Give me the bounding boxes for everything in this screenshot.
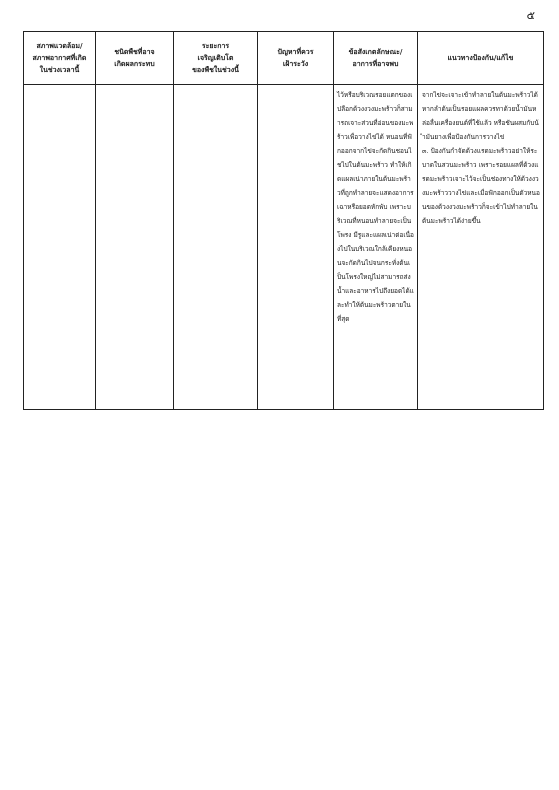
header-growth-stage: ระยะการ เจริญเติบโต ของพืชในช่วงนี้ xyxy=(174,32,258,85)
header-problems: ปัญหาที่ควร เฝ้าระวัง xyxy=(258,32,334,85)
pest-monitoring-table xyxy=(23,31,544,410)
cell-environment xyxy=(24,85,96,410)
page-number: ๕ xyxy=(526,9,535,22)
header-prevention: แนวทางป้องกัน/แก้ไข xyxy=(418,32,544,85)
cell-affected-plants xyxy=(96,85,174,410)
table-header-row xyxy=(24,32,544,85)
symptoms-text: ไว้หรือบริเวณรอยแตกของเปลือกด้วงงวงมะพร้าวก็สามารถเจาะส่วนที่อ่อนของมะพร้าวเพื่อวางไข่ได้ หนอนที่ฟักออกจากไข่จะกัดกินชอนไชไปในต้นมะพร้าว ทำให้เกิดแผลเน่าภายในต้นมะพร้าวที่ถูกทำลายจะแสดงอาการเฉาหรือยอดหักพับ เพราะบริเวณที่หนอนทำลายจะเป็นโพรง มีรูและแผลเน่าต่อเนื่องไปในบริเวณใกล้เคียงหนอนจะกัดกินไปจนกระทั่งต้นเป็นโพรงใหญ่ไม่สามารถส่งน้ำและอาหารไปถึงยอดได้และทำให้ต้นมะพร้าวตายในที่สุด xyxy=(337,91,414,323)
cell-growth-stage xyxy=(174,85,258,410)
header-symptoms: ข้อสังเกตลักษณะ/ อาการที่อาจพบ xyxy=(334,32,418,85)
prevention-text: จากไข่จะเจาะเข้าทำลายในต้นมะพร้าวได้ หากลำต้นเป็นรอยแผลควรทาด้วยน้ำมันหล่อลื่นเครื่องยนต์ที่ใช้แล้ว หรือชันผสมกับน้ำมันยางเพื่อป้องกันการวางไข่ ๓. ป้องกันกำจัดด้วงแรดมะพร้าวอย่าให้ระบาดในสวนมะพร้าว เพราะรอยแผลที่ด้วงแรดมะพร้าวเจาะไว้จะเป็นช่องทางให้ด้วงงวงมะพร้าววางไข่และเมื่อฟักออกเป็นตัวหนอนของด้วงงวงมะพร้าวก็จะเข้าไปทำลายในต้นมะพร้าวได้ง่ายขึ้น xyxy=(422,91,540,225)
header-affected-plants: ชนิดพืชที่อาจ เกิดผลกระทบ xyxy=(96,32,174,85)
cell-prevention xyxy=(418,85,544,410)
cell-problems xyxy=(258,85,334,410)
header-environment: สภาพแวดล้อม/ สภาพอากาศที่เกิด ในช่วงเวลานี้ xyxy=(24,32,96,85)
cell-symptoms xyxy=(334,85,418,410)
table-row xyxy=(24,85,544,410)
